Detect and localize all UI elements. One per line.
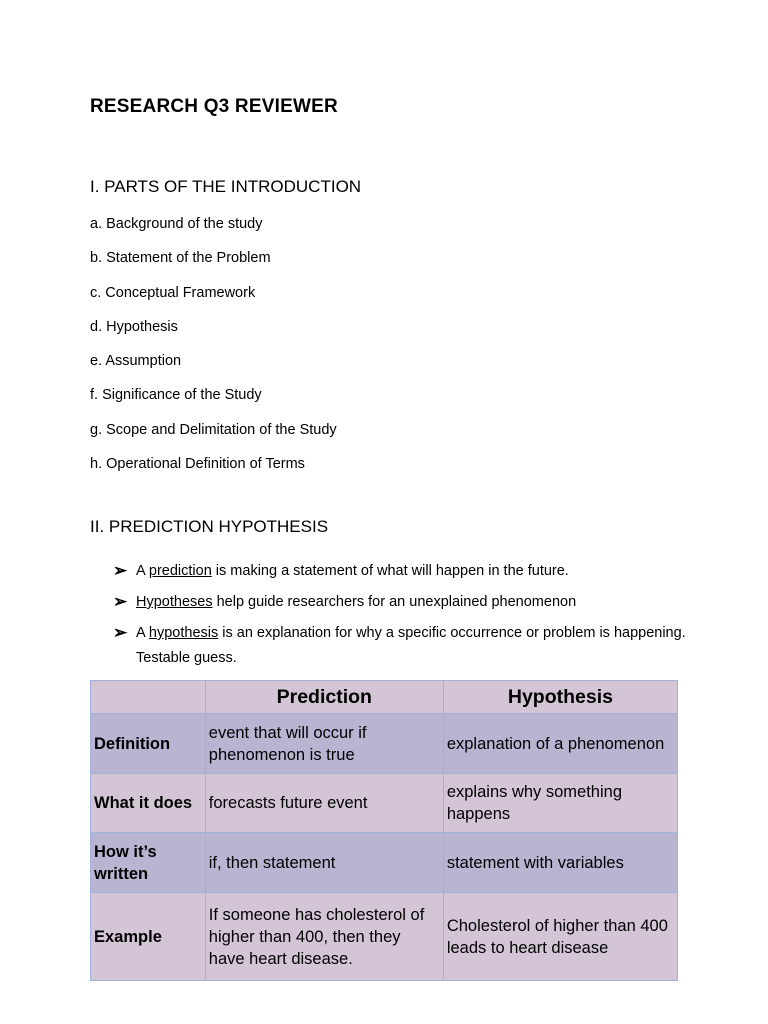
term-hypothesis: hypothesis — [148, 625, 219, 641]
table-header-hypothesis: Hypothesis — [443, 681, 677, 714]
list-item: e. Assumption — [90, 353, 182, 370]
cell-hypothesis: statement with variables — [443, 833, 677, 893]
list-item: g. Scope and Delimitation of the Study — [90, 421, 337, 438]
row-label: What it does — [91, 774, 206, 833]
row-label: Definition — [91, 714, 206, 774]
list-item: f. Significance of the Study — [90, 387, 262, 404]
table-row — [91, 833, 678, 893]
bullet-text-post: help guide researchers for an unexplained phenomenon — [212, 594, 577, 610]
table-header-blank — [91, 681, 206, 714]
arrow-bullet-icon: ➢ — [113, 623, 128, 642]
bullet-text-pre: A — [136, 625, 149, 641]
table-header-row — [91, 681, 678, 714]
table-header-prediction: Prediction — [205, 681, 443, 714]
introduction-parts-list — [90, 213, 337, 487]
bullet-item — [113, 590, 693, 615]
cell-prediction: If someone has cholesterol of higher than 400, then they have heart disease. — [205, 893, 443, 981]
document-title: RESEARCH Q3 REVIEWER — [90, 96, 338, 117]
list-item: h. Operational Definition of Terms — [90, 456, 305, 473]
cell-prediction: event that will occur if phenomenon is true — [205, 714, 443, 774]
bullet-item — [113, 621, 693, 671]
prediction-hypothesis-table — [90, 680, 678, 981]
bullet-item — [113, 559, 693, 584]
cell-hypothesis: explanation of a phenomenon — [443, 714, 677, 774]
cell-hypothesis: Cholesterol of higher than 400 leads to heart disease — [443, 893, 677, 981]
row-label: How it’s written — [91, 833, 206, 893]
bullet-text-post: is making a statement of what will happen in the future. — [211, 563, 569, 579]
list-item: a. Background of the study — [90, 216, 263, 232]
bullet-list — [113, 559, 693, 677]
table-row — [91, 714, 678, 774]
section-heading-introduction: I. PARTS OF THE INTRODUCTION — [90, 177, 362, 196]
list-item: b. Statement of the Problem — [90, 250, 271, 267]
arrow-bullet-icon: ➢ — [113, 592, 128, 611]
table-row — [91, 774, 678, 833]
bullet-text-post: is an explanation for why a specific occurrence or problem is happening. Testable guess. — [136, 625, 686, 666]
cell-hypothesis: explains why something happens — [443, 774, 677, 833]
row-label: Example — [91, 893, 206, 981]
bullet-text-pre: A — [136, 563, 149, 579]
list-item: d. Hypothesis — [90, 318, 178, 335]
term-hypotheses: Hypotheses — [136, 594, 213, 610]
arrow-bullet-icon: ➢ — [113, 561, 128, 580]
list-item: c. Conceptual Framework — [90, 284, 256, 301]
term-prediction: prediction — [148, 563, 212, 579]
cell-prediction: forecasts future event — [205, 774, 443, 833]
table-row — [91, 893, 678, 981]
cell-prediction: if, then statement — [205, 833, 443, 893]
section-heading-prediction-hypothesis: II. PREDICTION HYPOTHESIS — [90, 517, 329, 536]
